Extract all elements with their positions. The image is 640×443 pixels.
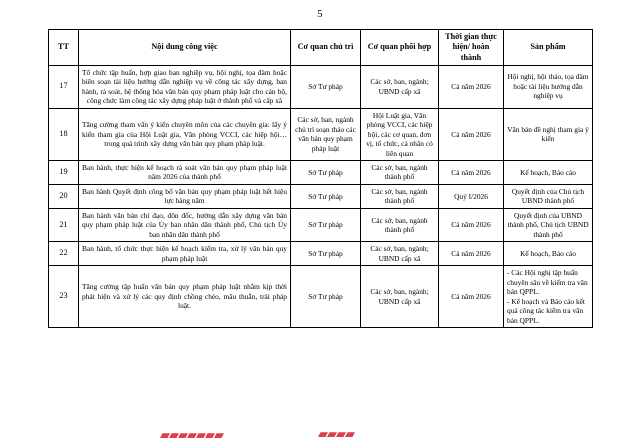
cell-phoi-hop: Các sở, ban, ngành thành phố bbox=[361, 184, 439, 208]
cell-phoi-hop: Các sở, ban, ngành thành phố bbox=[361, 208, 439, 241]
cell-thoi-gian: Cả năm 2026 bbox=[439, 242, 504, 266]
cell-noi-dung: Tăng cường tập huấn văn bản quy phạm pháp luật nhằm kịp thời phát hiện và xử lý các quy định chồng chéo, mâu thuẫn, trái pháp luật. bbox=[79, 266, 291, 328]
cell-noi-dung: Ban hành văn bản chỉ đạo, đôn đốc, hướng dẫn xây dựng văn bản quy phạm pháp luật của Ủy ban nhân dân thành phố, Chủ tịch Ủy ban nhân dân thành phố bbox=[79, 208, 291, 241]
cell-tt: 18 bbox=[49, 108, 79, 160]
cell-thoi-gian: Cả năm 2026 bbox=[439, 266, 504, 328]
cell-san-pham: - Các Hội nghị tập huấn chuyên sâu về kiểm tra văn bản QPPL. - Kế hoạch và Báo cáo kết quả công tác kiểm tra văn bản QPPL. bbox=[504, 266, 593, 328]
cell-chu-tri: Sở Tư pháp bbox=[291, 266, 361, 328]
cell-chu-tri: Sở Tư pháp bbox=[291, 208, 361, 241]
cell-tt: 19 bbox=[49, 160, 79, 184]
table-row bbox=[49, 208, 593, 241]
cell-thoi-gian: Cả năm 2026 bbox=[439, 65, 504, 108]
cell-san-pham: Văn bản đề nghị tham gia ý kiến bbox=[504, 108, 593, 160]
cell-phoi-hop: Các sở, ban, ngành; UBND cấp xã bbox=[361, 65, 439, 108]
cell-noi-dung: Tăng cường tham vấn ý kiến chuyên môn của các chuyên gia: lấy ý kiến tham gia của Hội Luật gia, Văn phòng VCCI, các hiệp hội… trong quá trình xây dựng văn bản quy phạm pháp luật. bbox=[79, 108, 291, 160]
cell-phoi-hop: Các sở, ban, ngành thành phố bbox=[361, 160, 439, 184]
cell-san-pham: Kế hoạch, Báo cáo bbox=[504, 160, 593, 184]
stamp-mark-left: ▰▰▰▰▰▰▰ bbox=[160, 427, 223, 442]
table-row bbox=[49, 65, 593, 108]
table-row bbox=[49, 108, 593, 160]
cell-phoi-hop: Các sở, ban, ngành; UBND cấp xã bbox=[361, 266, 439, 328]
cell-phoi-hop: Các sở, ban, ngành; UBND cấp xã bbox=[361, 242, 439, 266]
table-body bbox=[49, 65, 593, 327]
cell-phoi-hop: Hội Luật gia, Văn phòng VCCI, các hiệp hội, các cơ quan, đơn vị, tổ chức, cá nhân có liên quan bbox=[361, 108, 439, 160]
cell-thoi-gian: Quý I/2026 bbox=[439, 184, 504, 208]
cell-tt: 20 bbox=[49, 184, 79, 208]
cell-tt: 17 bbox=[49, 65, 79, 108]
cell-san-pham: Quyết định của UBND thành phố, Chủ tịch UBND thành phố bbox=[504, 208, 593, 241]
stamp-mark-right: ▰▰▰▰ bbox=[318, 426, 354, 441]
footer-stamp-marks bbox=[0, 421, 640, 443]
column-header-tt: TT bbox=[49, 30, 79, 66]
cell-noi-dung: Ban hành, thực hiện kế hoạch rà soát văn bản quy phạm pháp luật năm 2026 của thành phố bbox=[79, 160, 291, 184]
table-header bbox=[49, 30, 593, 66]
column-header-co-quan-phoi-hop: Cơ quan phối hợp bbox=[361, 30, 439, 66]
column-header-san-pham: Sản phẩm bbox=[504, 30, 593, 66]
cell-san-pham: Kế hoạch, Báo cáo bbox=[504, 242, 593, 266]
cell-tt: 22 bbox=[49, 242, 79, 266]
cell-chu-tri: Sở Tư pháp bbox=[291, 242, 361, 266]
table-row bbox=[49, 160, 593, 184]
cell-thoi-gian: Cả năm 2026 bbox=[439, 208, 504, 241]
cell-san-pham: Quyết định của Chủ tịch UBND thành phố bbox=[504, 184, 593, 208]
table-row bbox=[49, 184, 593, 208]
cell-noi-dung: Ban hành, tổ chức thực hiện kế hoạch kiểm tra, xử lý văn bản quy phạm pháp luật bbox=[79, 242, 291, 266]
page-number: 5 bbox=[317, 9, 323, 20]
cell-chu-tri: Các sở, ban, ngành chủ trì soạn thảo các văn bản quy phạm pháp luật bbox=[291, 108, 361, 160]
table-header-row bbox=[49, 30, 593, 66]
cell-noi-dung: Ban hành Quyết định công bố văn bản quy phạm pháp luật hết hiệu lực hàng năm bbox=[79, 184, 291, 208]
column-header-thoi-gian: Thời gian thực hiện/ hoàn thành bbox=[439, 30, 504, 66]
cell-chu-tri: Sở Tư pháp bbox=[291, 184, 361, 208]
cell-tt: 23 bbox=[49, 266, 79, 328]
table-row bbox=[49, 242, 593, 266]
cell-chu-tri: Sở Tư pháp bbox=[291, 65, 361, 108]
cell-thoi-gian: Cả năm 2026 bbox=[439, 108, 504, 160]
cell-noi-dung: Tổ chức tập huấn, hợp giao ban nghiệp vụ, hội nghị, tọa đàm hoặc biên soạn tài liệu hướng dẫn nghiệp vụ về công tác xây dựng, ban hành, rà soát, hệ thống hóa văn bản quy phạm pháp luật cho cán bộ, công chức làm công tác xây dựng pháp luật ở thành phố và cấp xã bbox=[79, 65, 291, 108]
cell-tt: 21 bbox=[49, 208, 79, 241]
work-plan-table bbox=[48, 29, 593, 328]
table-row bbox=[49, 266, 593, 328]
column-header-co-quan-chu-tri: Cơ quan chủ trì bbox=[291, 30, 361, 66]
cell-san-pham: Hội nghị, hội thảo, tọa đàm hoặc tài liệu hướng dẫn nghiệp vụ bbox=[504, 65, 593, 108]
column-header-noi-dung-cong-viec: Nội dung công việc bbox=[79, 30, 291, 66]
cell-chu-tri: Sở Tư pháp bbox=[291, 160, 361, 184]
cell-thoi-gian: Cả năm 2026 bbox=[439, 160, 504, 184]
